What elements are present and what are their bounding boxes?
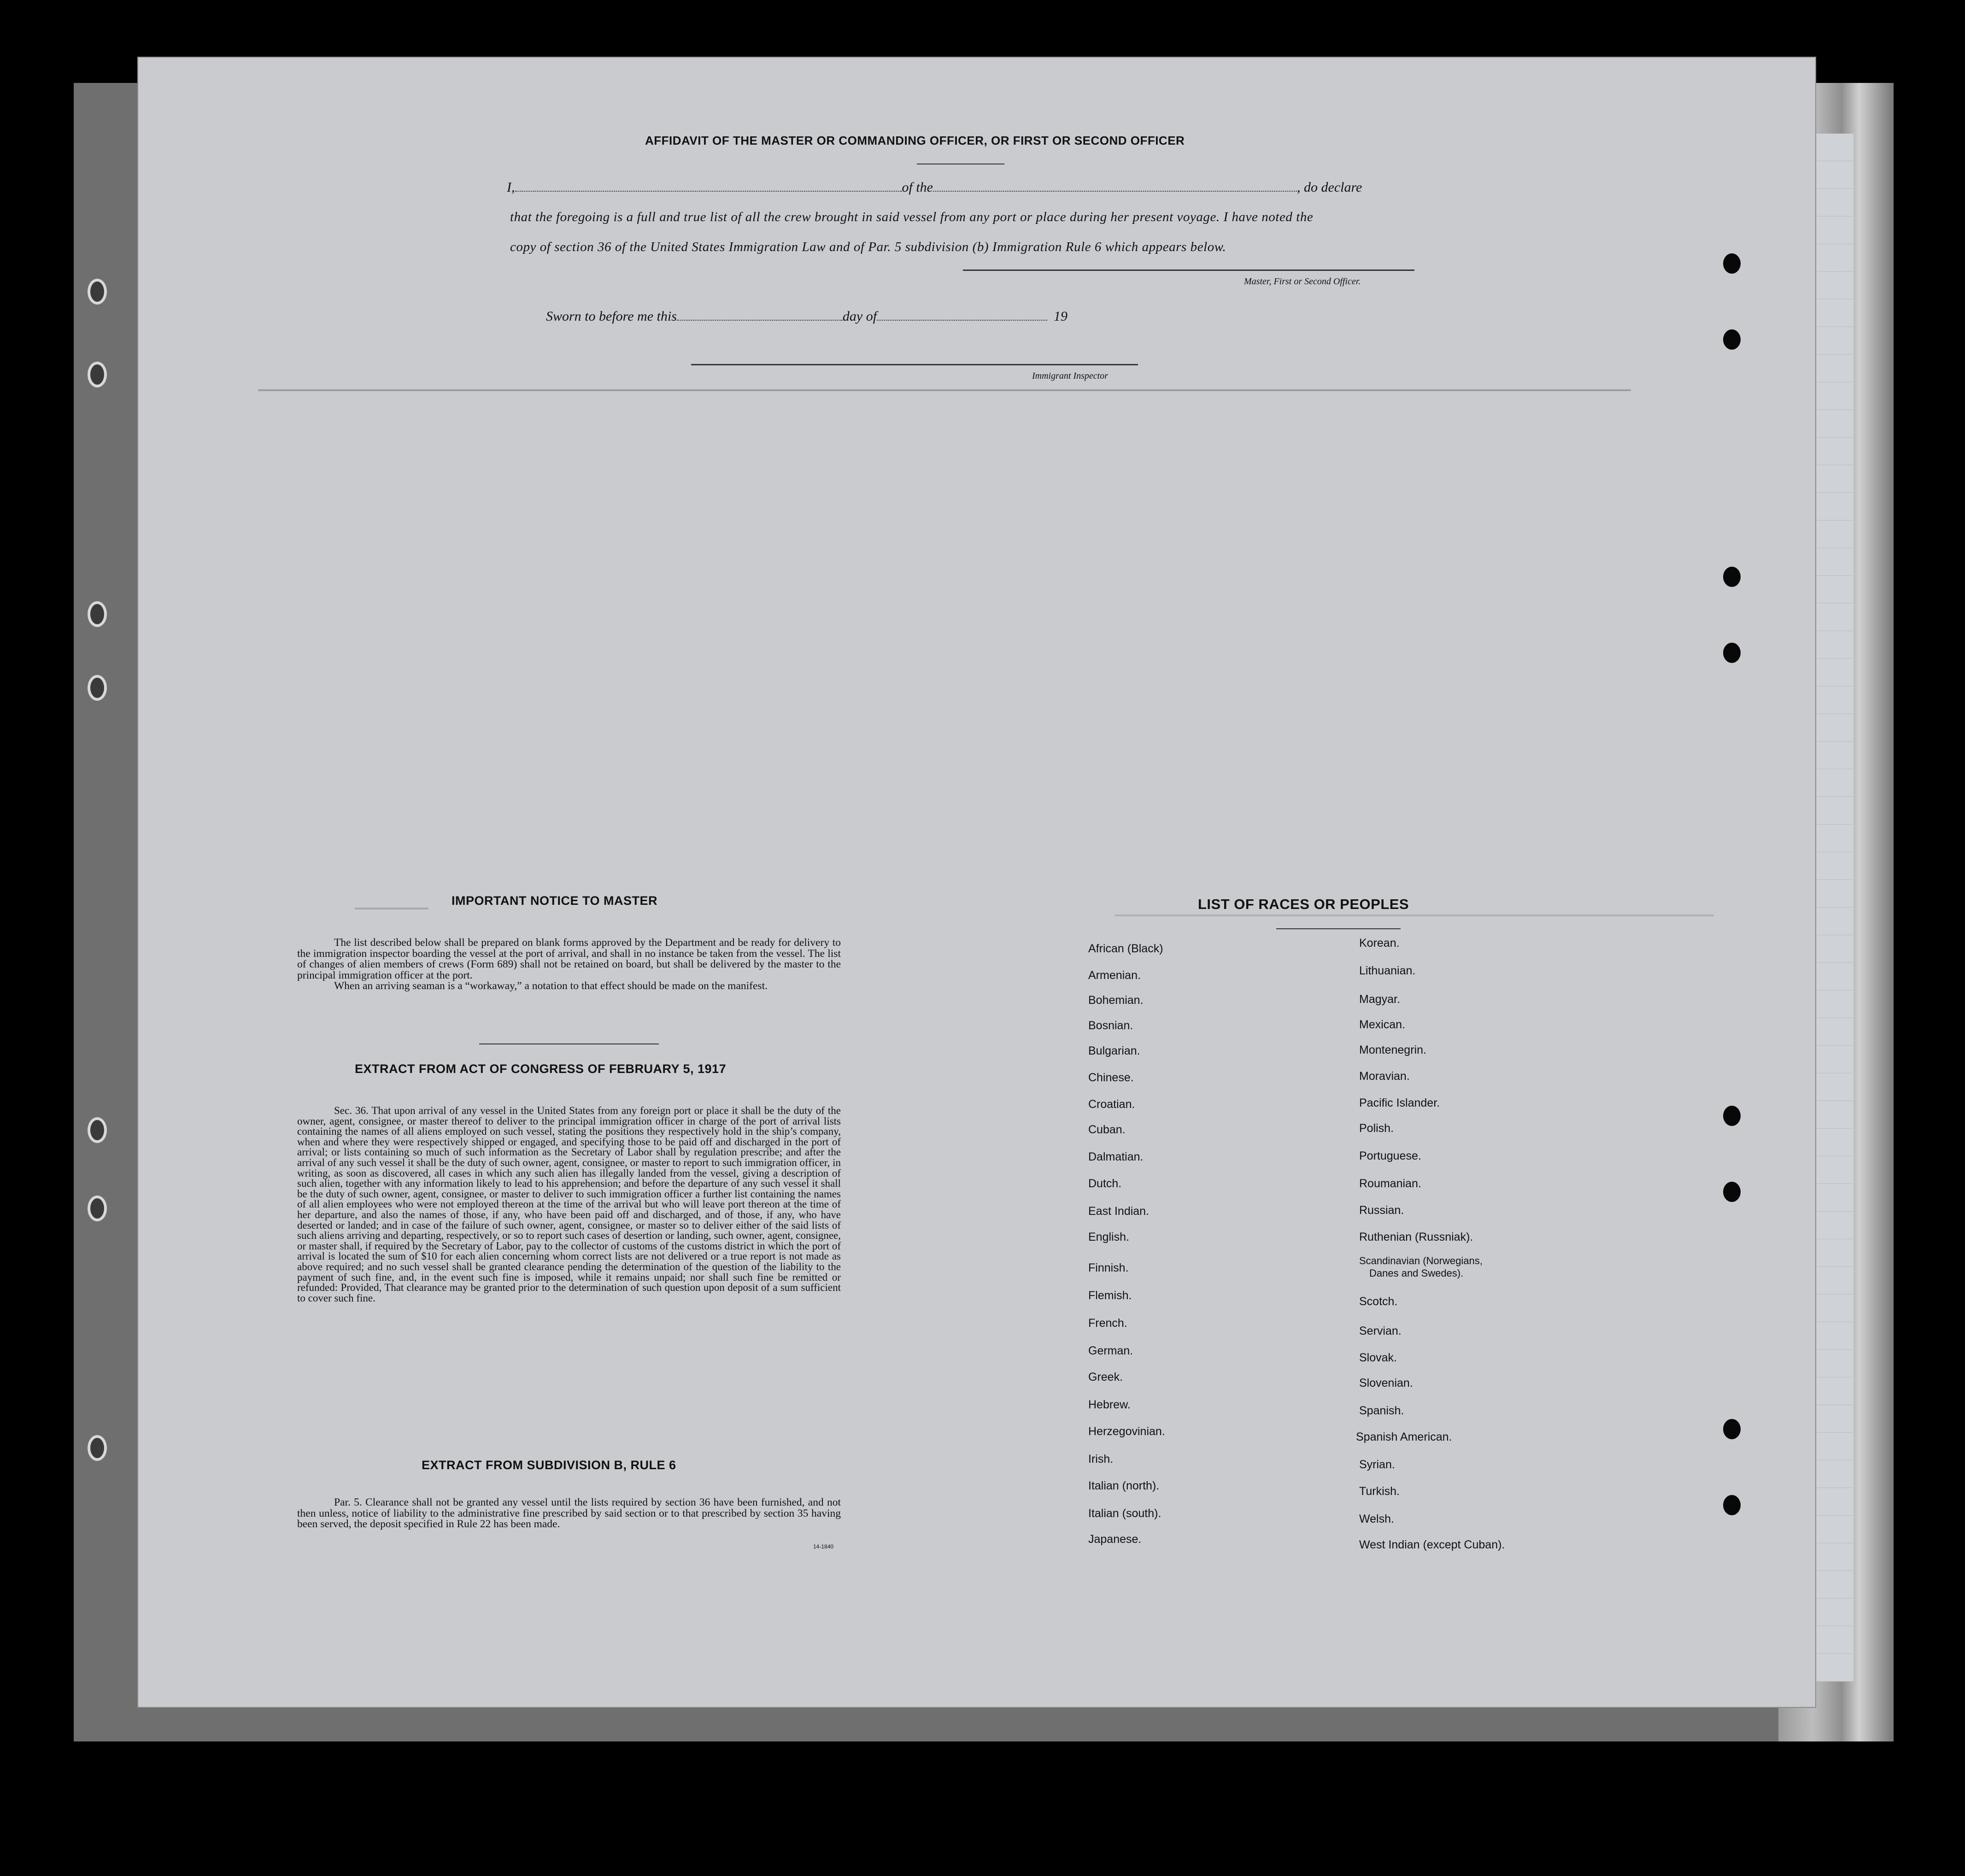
- punch-hole-icon: [88, 279, 107, 305]
- race-item: Bulgarian.: [1088, 1044, 1140, 1057]
- race-item: French.: [1088, 1317, 1127, 1330]
- race-item: Japanese.: [1088, 1533, 1142, 1546]
- race-item: Herzegovinian.: [1088, 1425, 1165, 1438]
- punch-hole-icon: [88, 601, 107, 627]
- race-item: Flemish.: [1088, 1289, 1132, 1302]
- race-item: Portuguese.: [1359, 1149, 1421, 1162]
- punch-hole-icon: [88, 1117, 107, 1143]
- race-item: Armenian.: [1088, 969, 1141, 982]
- signature-label: Master, First or Second Officer.: [1244, 276, 1361, 287]
- binder-ring-icon: [1723, 253, 1741, 274]
- race-item: West Indian (except Cuban).: [1359, 1538, 1505, 1551]
- race-item: Cuban.: [1088, 1123, 1126, 1136]
- binder-ring-icon: [1723, 1419, 1741, 1439]
- race-item: Roumanian.: [1359, 1177, 1421, 1190]
- manifest-page: [138, 58, 1815, 1707]
- race-item: Syrian.: [1359, 1458, 1395, 1471]
- race-item: Dutch.: [1088, 1177, 1122, 1190]
- name-blank: [515, 191, 902, 192]
- punch-hole-icon: [88, 675, 107, 701]
- extract-act-body: [297, 1106, 841, 1303]
- affidavit-line-3: copy of section 36 of the United States Immigration Law and of Par. 5 subdivision (b) Immigration Rule 6 which appears below.: [510, 240, 1226, 254]
- race-item: Spanish.: [1359, 1404, 1404, 1417]
- race-item: Finnish.: [1088, 1261, 1129, 1274]
- affidavit-of-the: of the: [902, 180, 933, 195]
- bleed-through-line: [258, 389, 1631, 391]
- race-item: Spanish American.: [1356, 1430, 1452, 1443]
- affidavit-do-declare: , do declare: [1297, 180, 1362, 195]
- race-item: Slovenian.: [1359, 1377, 1413, 1389]
- extract-rule-title: EXTRACT FROM SUBDIVISION B, RULE 6: [422, 1458, 676, 1472]
- extract-rule-body: [297, 1497, 841, 1530]
- race-item: Korean.: [1359, 937, 1400, 950]
- inspector-label: Immigrant Inspector: [1032, 371, 1108, 381]
- race-item: Croatian.: [1088, 1098, 1135, 1111]
- binder-ring-icon: [1723, 567, 1741, 587]
- race-item: Servian.: [1359, 1325, 1402, 1337]
- race-item: Scandinavian (Norwegians,: [1359, 1255, 1483, 1266]
- affidavit-line-2: that the foregoing is a full and true list of all the crew brought in said vessel from any port or place during her present voyage. I have noted the: [510, 210, 1314, 224]
- affidavit-line-1: [507, 180, 1362, 195]
- binder-ring-icon: [1723, 1106, 1741, 1126]
- race-item: Scotch.: [1359, 1295, 1398, 1308]
- signature-line: [963, 270, 1414, 271]
- binder-ring-icon: [1723, 329, 1741, 350]
- sworn-text: Sworn to before me this: [546, 309, 677, 324]
- extract-rule-text: Par. 5. Clearance shall not be granted any vessel until the lists required by section 36 have been furnished, and not then unless, notice of liability to the administrative fine prescribed by said section or to that prescribed by section 35 having been served, the deposit specified in Rule 22 has been made.: [297, 1496, 841, 1530]
- bleed-through-line: [1115, 915, 1714, 916]
- race-item: Russian.: [1359, 1204, 1404, 1217]
- vessel-blank: [933, 191, 1297, 192]
- race-item: Magyar.: [1359, 993, 1400, 1006]
- binder-ring-icon: [1723, 1182, 1741, 1202]
- day-of-text: day of: [842, 309, 877, 324]
- sworn-date-blank: [677, 320, 843, 321]
- extract-act-title: EXTRACT FROM ACT OF CONGRESS OF FEBRUARY 5, 1917: [355, 1062, 727, 1076]
- notice-title: IMPORTANT NOTICE TO MASTER: [452, 894, 657, 908]
- race-item: English.: [1088, 1231, 1129, 1243]
- race-item: Turkish.: [1359, 1485, 1400, 1498]
- extract-act-text: Sec. 36. That upon arrival of any vessel in the United States from any foreign port or place it shall be the duty of the owner, agent, consignee, or master thereof to deliver to the principal immigration officer in charge of the port of arrival lists containing the names of all aliens employed on such vessel, stating the positions they respectively hold in the ship’s company, when and where they were respectively shipped or engaged, and specifying those to be paid off and discharged in the port of arrival; or lists containing so much of such information as the Secretary of Labor shall by regulation prescribe; and after the arrival of any such vessel it shall be the duty of such owner, agent, consignee, or master to report to such immigration officer, in writing, as soon as discovered, all cases in which any such alien has illegally landed from the vessel, giving a description of such alien, together with any information likely to lead to his apprehension; and before the departure of any such vessel it shall be the duty of such owner, agent, consignee, or master to deliver to such immigration officer a further list containing the names of all alien employees who were not employed thereon at the time of the arrival but who will leave port thereon at the time of her departure, and also the names of those, if any, who have been paid off and discharged, and of those, if any, who have deserted or landed; and in case of the failure of such owner, agent, consignee, or master so to deliver either of the said lists of such aliens arriving and departing, respectively, or so to report such cases of desertion or landing, such owner, agent, consignee, or master shall, if required by the Secretary of Labor, pay to the collector of customs of the customs district in which the port of arrival is located the sum of $10 for each alien concerning whom correct lists are not delivered or a true report is not made as above required; and no such vessel shall be granted clearance pending the determination of the question of the liability to the payment of such fine, and, in the event such fine is imposed, while it remains unpaid; nor shall such fine be remitted or refunded: Provided, That clearance may be granted prior to the determination of such question upon deposit of a sum sufficient to cover such fine.: [297, 1105, 841, 1304]
- affidavit-i: I,: [507, 180, 515, 195]
- race-item: Irish.: [1088, 1453, 1114, 1466]
- race-item: Italian (south).: [1088, 1507, 1161, 1520]
- races-title-underline: [1276, 928, 1401, 929]
- race-item: Dalmatian.: [1088, 1150, 1144, 1163]
- race-item: Polish.: [1359, 1122, 1394, 1135]
- bleed-through-line: [355, 908, 428, 909]
- notice-body: [297, 938, 841, 992]
- race-item: African (Black): [1088, 942, 1163, 955]
- race-item: Lithuanian.: [1359, 964, 1416, 977]
- notice-paragraph-2: When an arriving seaman is a “workaway,” a notation to that effect should be made on the manifest.: [334, 980, 768, 992]
- race-item: Mexican.: [1359, 1018, 1406, 1031]
- race-item: Bosnian.: [1088, 1019, 1133, 1032]
- sworn-line: [546, 309, 1068, 324]
- inspector-signature-line: [691, 364, 1138, 365]
- sworn-month-blank: [877, 320, 1047, 321]
- notice-paragraph-1: The list described below shall be prepared on blank forms approved by the Department and be ready for delivery to the immigration inspector boarding the vessel at the port of arrival, and shall in no instance be taken from the vessel. The list of changes of alien members of crews (Form 689) shall not be retained on board, but shall be delivered by the master to the principal immigration officer at the port.: [297, 937, 841, 981]
- race-item: Ruthenian (Russniak).: [1359, 1231, 1473, 1243]
- race-item: Danes and Swedes).: [1369, 1267, 1464, 1279]
- race-item: East Indian.: [1088, 1205, 1150, 1218]
- race-item: Slovak.: [1359, 1351, 1397, 1364]
- race-item: Greek.: [1088, 1371, 1123, 1384]
- race-item: German.: [1088, 1344, 1133, 1357]
- race-item: Chinese.: [1088, 1071, 1134, 1084]
- year-prefix: 19: [1054, 309, 1068, 324]
- race-item: Welsh.: [1359, 1513, 1394, 1525]
- race-item: Italian (north).: [1088, 1479, 1160, 1492]
- race-item: Bohemian.: [1088, 994, 1144, 1007]
- binder-ring-icon: [1723, 1495, 1741, 1515]
- race-item: Montenegrin.: [1359, 1044, 1426, 1056]
- punch-hole-icon: [88, 1196, 107, 1221]
- punch-hole-icon: [88, 1435, 107, 1461]
- binder-ring-icon: [1723, 643, 1741, 663]
- punch-hole-icon: [88, 362, 107, 387]
- race-item: Moravian.: [1359, 1070, 1410, 1083]
- form-number: 14-1840: [813, 1543, 834, 1550]
- races-title: LIST OF RACES OR PEOPLES: [1198, 896, 1409, 912]
- race-item: Pacific Islander.: [1359, 1096, 1440, 1109]
- affidavit-title: AFFIDAVIT OF THE MASTER OR COMMANDING OFFICER, OR FIRST OR SECOND OFFICER: [645, 134, 1185, 147]
- race-item: Hebrew.: [1088, 1398, 1131, 1411]
